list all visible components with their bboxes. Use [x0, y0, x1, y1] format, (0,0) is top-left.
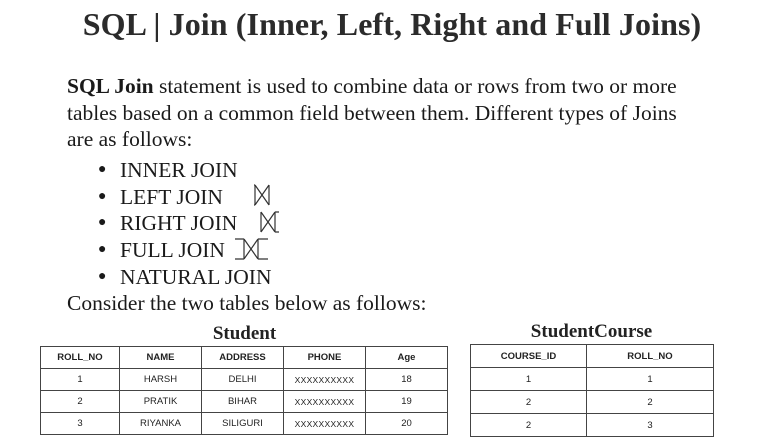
consider-text: Consider the two tables below as follows: — [67, 291, 427, 315]
table-row — [471, 391, 714, 414]
page-title: SQL | Join (Inner, Left, Right and Full Joins) — [82, 6, 702, 42]
list-item — [98, 237, 281, 264]
table-cell: 18 — [366, 369, 448, 391]
table-row — [41, 413, 448, 435]
bullet: ● — [98, 162, 107, 177]
table-cell: 20 — [366, 413, 448, 435]
table-cell: 2 — [471, 391, 587, 414]
table-cell: BIHAR — [202, 391, 284, 413]
studentcourse-table — [470, 344, 714, 437]
column-header: ADDRESS — [202, 347, 284, 369]
table-cell: 1 — [587, 368, 714, 391]
table-cell: 1 — [471, 368, 587, 391]
list-item-label: INNER JOIN — [120, 158, 238, 182]
table-cell: 2 — [41, 391, 120, 413]
bullet: ● — [98, 268, 107, 284]
bullet: ● — [98, 188, 107, 204]
list-item-label: RIGHT JOIN — [120, 211, 238, 236]
column-header: ROLL_NO — [587, 345, 714, 368]
table-cell: XXXXXXXXXX — [284, 391, 366, 413]
column-header: PHONE — [284, 347, 366, 369]
column-header: Age — [366, 347, 448, 369]
table-header-row — [41, 347, 448, 369]
intro-text: statement is used to combine data or rows from two or more tables based on a common field between them. Different types of Joins are as follows: — [67, 74, 677, 151]
table-cell: 3 — [587, 414, 714, 437]
table-header-row — [471, 345, 714, 368]
join-types-list — [98, 157, 281, 290]
table-row — [41, 369, 448, 391]
list-item — [98, 264, 281, 291]
student-table — [40, 346, 448, 435]
table-cell: XXXXXXXXXX — [284, 413, 366, 435]
studentcourse-table-caption: StudentCourse — [530, 321, 653, 342]
column-header: COURSE_ID — [471, 345, 587, 368]
list-item — [98, 210, 281, 237]
table-cell: PRATIK — [120, 391, 202, 413]
table-cell: 2 — [587, 391, 714, 414]
bullet: ● — [98, 242, 107, 258]
left-join-icon — [254, 184, 270, 213]
intro-paragraph — [67, 73, 707, 153]
table-row — [41, 391, 448, 413]
table-row — [471, 414, 714, 437]
list-item — [98, 157, 281, 184]
list-item-label: NATURAL JOIN — [120, 264, 272, 289]
table-row — [471, 368, 714, 391]
list-item-label: FULL JOIN — [120, 238, 225, 263]
bullet: ● — [98, 215, 107, 231]
table-cell: RIYANKA — [120, 413, 202, 435]
table-cell: HARSH — [120, 369, 202, 391]
table-cell: 1 — [41, 369, 120, 391]
list-item — [98, 184, 281, 211]
column-header: ROLL_NO — [41, 347, 120, 369]
table-cell: 2 — [471, 414, 587, 437]
intro-bold-term: SQL Join — [67, 74, 154, 98]
column-header: NAME — [120, 347, 202, 369]
student-table-caption: Student — [212, 323, 277, 344]
table-cell: 3 — [41, 413, 120, 435]
table-cell: SILIGURI — [202, 413, 284, 435]
list-item-label: LEFT JOIN — [120, 184, 223, 209]
right-join-icon — [259, 211, 281, 240]
full-join-icon — [234, 238, 270, 267]
table-cell: 19 — [366, 391, 448, 413]
table-cell: XXXXXXXXXX — [284, 369, 366, 391]
table-cell: DELHI — [202, 369, 284, 391]
